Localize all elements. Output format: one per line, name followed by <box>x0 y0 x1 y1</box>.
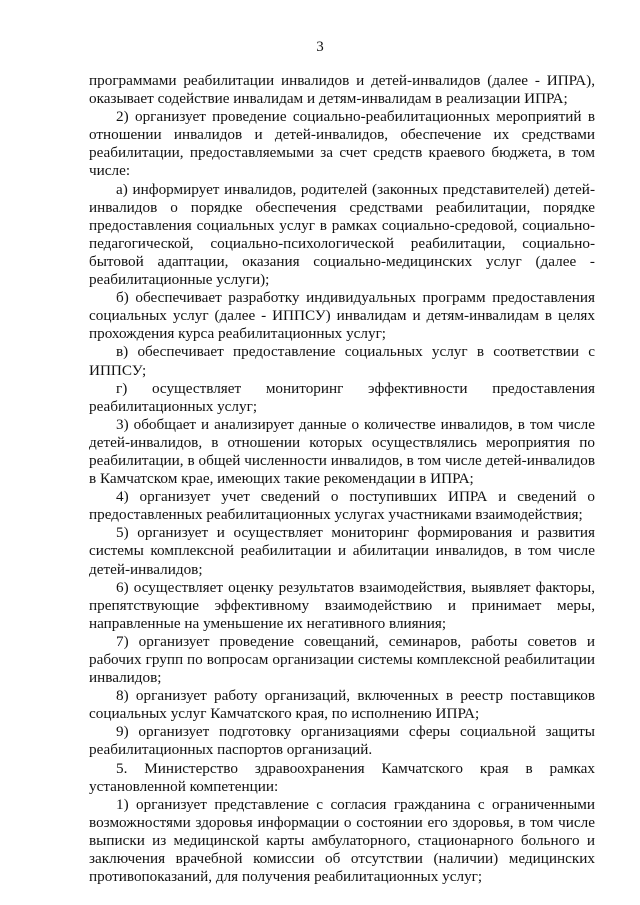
paragraph: а) информирует инвалидов, родителей (законных представителей) детей-инвалидов о порядке обеспечения средствами реабилитации, порядке предоставления социальных услуг в рамках социально-средовой, социально-педагогической, социально-психологической реабилитации, социально-бытовой адаптации, оказания социально-медицинских услуг (далее - реабилитационные услуги); <box>89 180 595 289</box>
paragraph: 9) организует подготовку организациями сферы социальной защиты реабилитационных паспортов организаций. <box>89 723 595 759</box>
paragraph: г) осуществляет мониторинг эффективности предоставления реабилитационных услуг; <box>89 379 595 415</box>
page-number: 3 <box>316 39 324 55</box>
paragraph: 1) организует представление с согласия гражданина с ограниченными возможностями здоровья информации о состоянии его здоровья, в том числе выписки из медицинской карты амбулаторного, стационарного больного и заключения врачебной комиссии об отсутствии (наличии) медицинских противопоказаний, для получения реабилитационных услуг; <box>89 795 595 886</box>
paragraph: 8) организует работу организаций, включенных в реестр поставщиков социальных услуг Камчатского края, по исполнению ИПРА; <box>89 687 595 723</box>
paragraph: 7) организует проведение совещаний, семинаров, работы советов и рабочих групп по вопросам организации системы комплексной реабилитации инвалидов; <box>89 632 595 687</box>
paragraph: программами реабилитации инвалидов и детей-инвалидов (далее - ИПРА), оказывает содействие инвалидам и детям-инвалидам в реализации ИПРА; <box>89 72 595 108</box>
document-body <box>89 72 595 886</box>
paragraph: 6) осуществляет оценку результатов взаимодействия, выявляет факторы, препятствующие эффективному взаимодействию и принимает меры, направленные на уменьшение их негативного влияния; <box>89 578 595 632</box>
paragraph: в) обеспечивает предоставление социальных услуг в соответствии с ИППСУ; <box>89 343 595 379</box>
paragraph: б) обеспечивает разработку индивидуальных программ предоставления социальных услуг (далее - ИППСУ) инвалидам и детям-инвалидам в целях прохождения курса реабилитационных услуг; <box>89 289 595 343</box>
paragraph: 5) организует и осуществляет мониторинг формирования и развития системы комплексной реабилитации и абилитации инвалидов, в том числе детей-инвалидов; <box>89 524 595 578</box>
paragraph: 2) организует проведение социально-реабилитационных мероприятий в отношении инвалидов и детей-инвалидов, обеспечение их средствами реабилитации, предоставляемыми за счет средств краевого бюджета, в том числе: <box>89 108 595 180</box>
paragraph: 5. Министерство здравоохранения Камчатского края в рамках установленной компетенции: <box>89 759 595 795</box>
paragraph: 4) организует учет сведений о поступивших ИПРА и сведений о предоставленных реабилитационных услугах участниками взаимодействия; <box>89 488 595 524</box>
paragraph: 3) обобщает и анализирует данные о количестве инвалидов, в том числе детей-инвалидов, в отношении которых осуществлялись мероприятия по реабилитации, в общей численности инвалидов, в том числе детей-инвалидов в Камчатском крае, имеющих такие рекомендации в ИПРА; <box>89 415 595 488</box>
